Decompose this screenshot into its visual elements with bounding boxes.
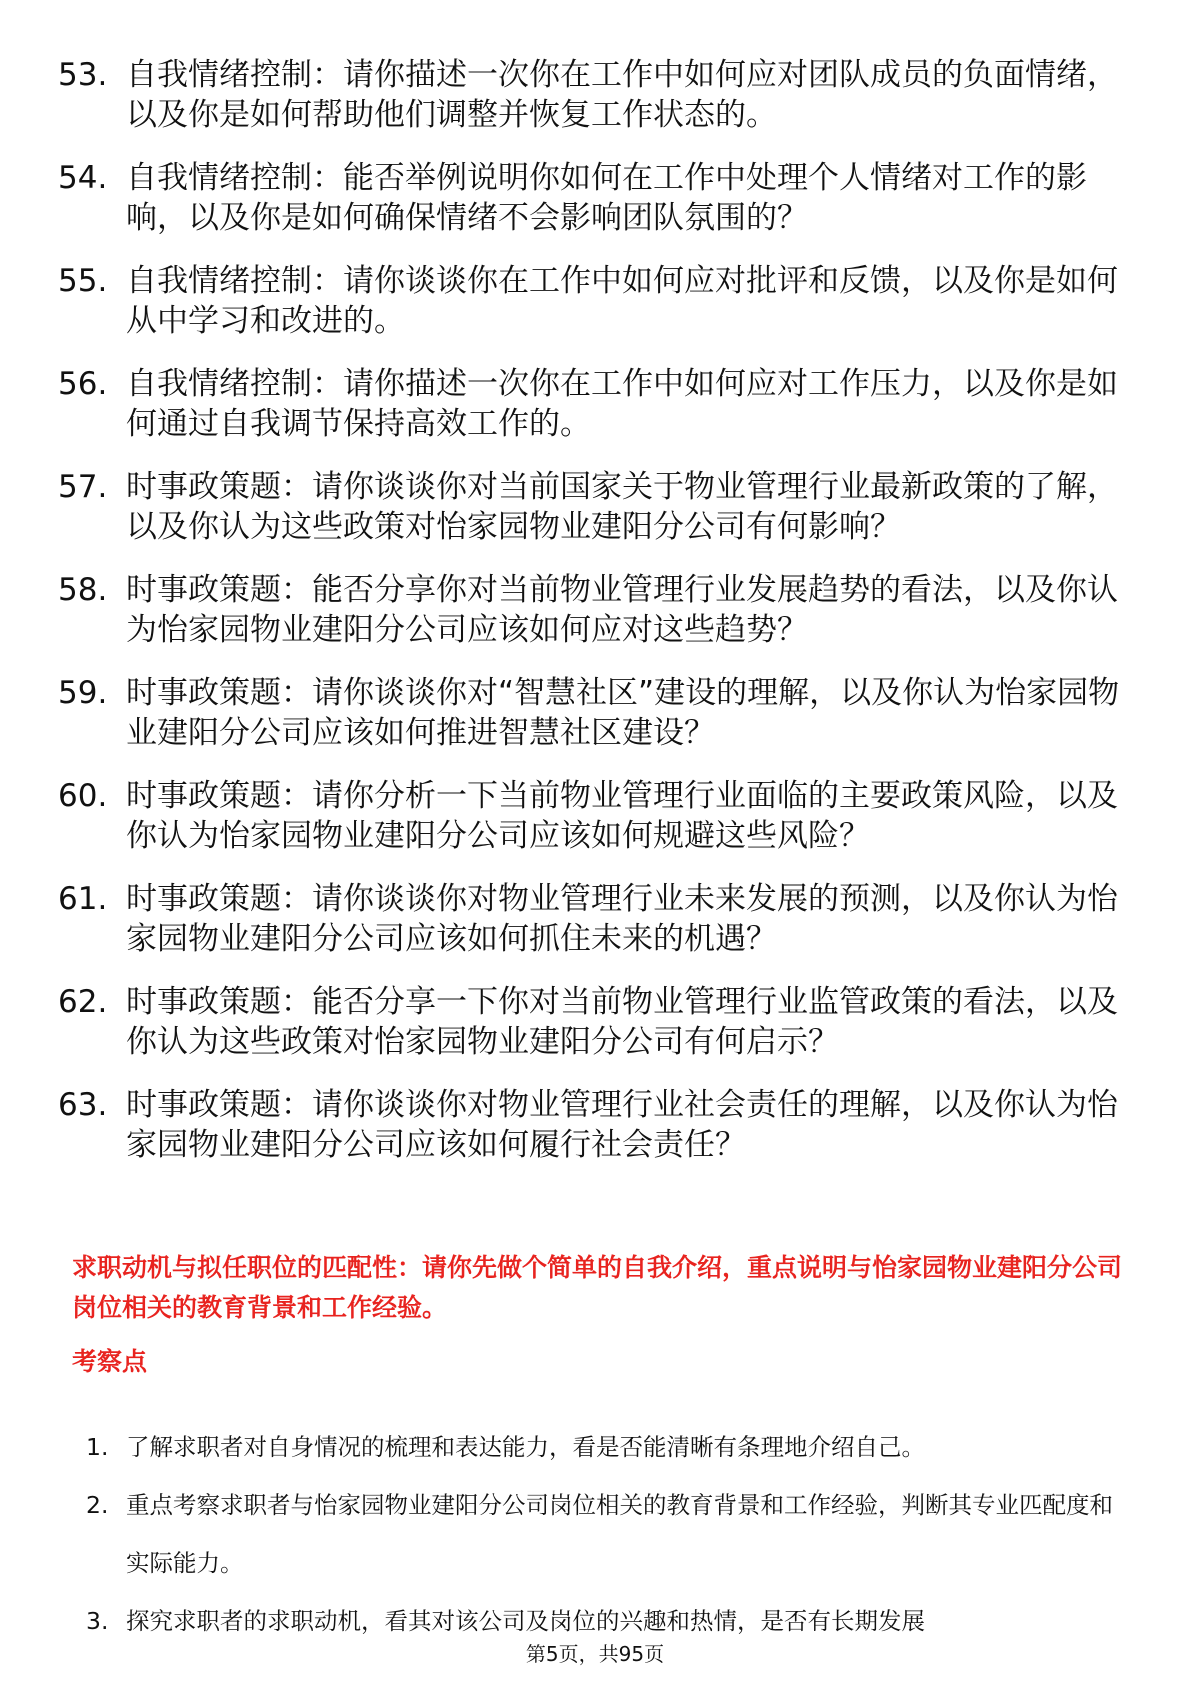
question-number: 53.: [58, 57, 108, 93]
question-text: 自我情绪控制：能否举例说明你如何在工作中处理个人情绪对工作的影响，以及你是如何确保情绪不会影响团队氛围的？: [126, 160, 1087, 236]
assessment-point-number: 3.: [86, 1607, 109, 1635]
question-number: 54.: [58, 160, 108, 196]
question-text: 自我情绪控制：请你谈谈你在工作中如何应对批评和反馈，以及你是如何从中学习和改进的。: [126, 263, 1118, 339]
question-item: [58, 158, 1128, 238]
question-item: [58, 467, 1128, 547]
question-item: [58, 570, 1128, 650]
question-number: 59.: [58, 675, 108, 711]
question-number: 58.: [58, 572, 108, 608]
assessment-points-title: 考察点: [72, 1347, 148, 1376]
question-item: [58, 982, 1128, 1062]
question-text: 时事政策题：能否分享你对当前物业管理行业发展趋势的看法，以及你认为怡家园物业建阳分公司应该如何应对这些趋势？: [126, 572, 1118, 648]
assessment-points-list: [86, 1418, 1126, 1650]
question-item: [58, 1085, 1128, 1165]
question-item: [58, 879, 1128, 959]
question-list: [58, 55, 1128, 1188]
section-heading: 求职动机与拟任职位的匹配性：请你先做个简单的自我介绍，重点说明与怡家园物业建阳分公司岗位相关的教育背景和工作经验。: [72, 1253, 1123, 1322]
question-text: 时事政策题：请你分析一下当前物业管理行业面临的主要政策风险，以及你认为怡家园物业建阳分公司应该如何规避这些风险？: [126, 778, 1118, 854]
question-number: 57.: [58, 469, 108, 505]
assessment-point-text: 了解求职者对自身情况的梳理和表达能力，看是否能清晰有条理地介绍自己。: [126, 1433, 925, 1461]
question-number: 62.: [58, 984, 108, 1020]
question-text: 时事政策题：能否分享一下你对当前物业管理行业监管政策的看法，以及你认为这些政策对怡家园物业建阳分公司有何启示？: [126, 984, 1118, 1060]
question-item: [58, 55, 1128, 135]
question-number: 60.: [58, 778, 108, 814]
question-text: 时事政策题：请你谈谈你对物业管理行业未来发展的预测，以及你认为怡家园物业建阳分公司应该如何抓住未来的机遇？: [126, 881, 1118, 957]
assessment-point: [86, 1418, 1126, 1476]
assessment-point-number: 2.: [86, 1491, 109, 1519]
question-text: 时事政策题：请你谈谈你对“智慧社区”建设的理解，以及你认为怡家园物业建阳分公司应该如何推进智慧社区建设？: [126, 675, 1120, 751]
question-number: 61.: [58, 881, 108, 917]
question-number: 63.: [58, 1087, 108, 1123]
question-text: 时事政策题：请你谈谈你对物业管理行业社会责任的理解，以及你认为怡家园物业建阳分公司应该如何履行社会责任？: [126, 1087, 1118, 1163]
question-text: 时事政策题：请你谈谈你对当前国家关于物业管理行业最新政策的了解，以及你认为这些政策对怡家园物业建阳分公司有何影响？: [126, 469, 1118, 545]
question-text: 自我情绪控制：请你描述一次你在工作中如何应对工作压力，以及你是如何通过自我调节保持高效工作的。: [126, 366, 1118, 442]
assessment-point-text: 探究求职者的求职动机，看其对该公司及岗位的兴趣和热情，是否有长期发展: [126, 1607, 925, 1635]
question-item: [58, 261, 1128, 341]
assessment-point-text: 重点考察求职者与怡家园物业建阳分公司岗位相关的教育背景和工作经验，判断其专业匹配度和实际能力。: [126, 1491, 1113, 1577]
question-item: [58, 673, 1128, 753]
assessment-point: [86, 1476, 1126, 1592]
question-text: 自我情绪控制：请你描述一次你在工作中如何应对团队成员的负面情绪，以及你是如何帮助他们调整并恢复工作状态的。: [126, 57, 1118, 133]
question-number: 55.: [58, 263, 108, 299]
page-footer: 第5页，共95页: [525, 1642, 665, 1666]
question-item: [58, 364, 1128, 444]
question-item: [58, 776, 1128, 856]
assessment-point-number: 1.: [86, 1433, 109, 1461]
question-number: 56.: [58, 366, 108, 402]
